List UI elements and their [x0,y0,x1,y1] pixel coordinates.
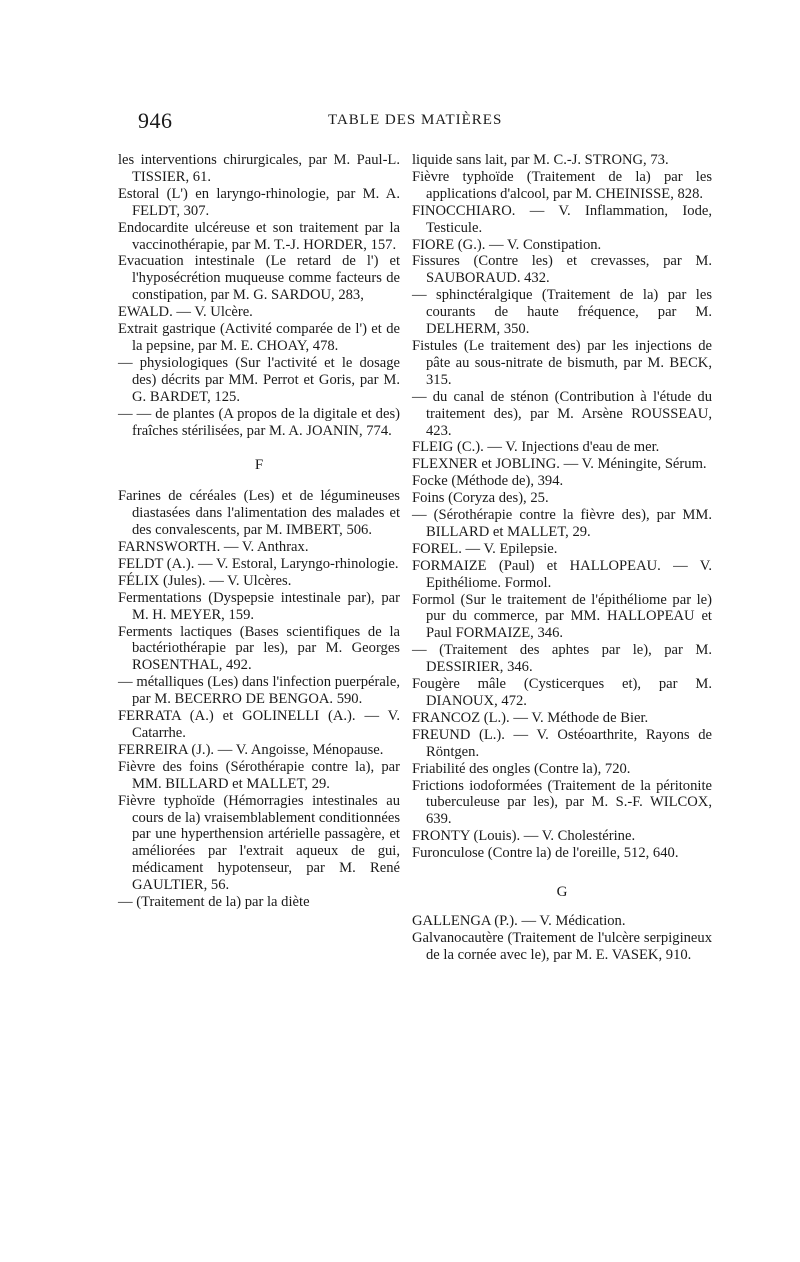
index-entry: Fièvre des foins (Sérothérapie contre la), par MM. BILLARD et MALLET, 29. [118,758,400,792]
index-entry: FELDT (A.). — V. Estoral, Laryngo-rhinologie. [118,555,399,572]
index-entry: — physiologiques (Sur l'activité et le dosage des) décrits par MM. Perrot et Goris, par M. G. BARDET, 125. [118,354,400,405]
index-entry: Fièvre typhoïde (Traitement de la) par les applications d'alcool, par M. CHEINISSE, 828. [412,168,712,202]
index-entry: FIORE (G.). — V. Constipation. [412,236,602,253]
page-number: 946 [138,108,173,133]
index-entry: — (Traitement de la) par la diète [118,894,310,911]
index-entries-e [118,152,400,439]
index-entry: Extrait gastrique (Activité comparée de l') et de la pepsine, par M. E. CHOAY, 478. [118,321,400,354]
index-entry: GALLENGA (P.). — V. Médication. [412,912,626,929]
index-entry: — du canal de sténon (Contribution à l'étude du traitement des), par M. Arsène ROUSSEAU, 423. [412,388,712,439]
index-entry: — (Sérothérapie contre la fièvre des), par MM. BILLARD et MALLET, 29. [412,507,712,540]
index-entry: Fougère mâle (Cysticerques et), par M. DIANOUX, 472. [412,676,712,709]
index-entry: Focke (Méthode de), 394. [412,473,564,490]
index-entry: Fermentations (Dyspepsie intestinale par), par M. H. MEYER, 159. [118,589,400,623]
index-entry: FERREIRA (J.). — V. Angoisse, Ménopause. [118,741,384,758]
index-entry: — sphinctéralgique (Traitement de la) par les courants de haute fréquence, par M. DELHERM, 350. [412,287,712,338]
index-entry: FREUND (L.). — V. Ostéoarthrite, Rayons de Röntgen. [412,726,712,760]
index-entry: FARNSWORTH. — V. Anthrax. [118,539,309,556]
index-entry: — (Traitement des aphtes par le), par M. DESSIRIER, 346. [412,642,712,676]
running-head: TABLE DES MATIÈRES [328,112,503,128]
index-entries-f-continued [412,152,712,862]
index-entry: FINOCCHIARO. — V. Inflammation, Iode, Testicule. [412,202,712,236]
index-entry: EWALD. — V. Ulcère. [118,304,253,321]
index-entry: FLEIG (C.). — V. Injections d'eau de mer. [412,439,660,456]
index-entry: FRANCOZ (L.). — V. Méthode de Bier. [412,709,649,726]
section-letter-g: G [556,884,568,901]
index-entry: liquide sans lait, par M. C.-J. STRONG, 73. [412,152,669,168]
index-entry: Fièvre typhoïde (Hémorragies intestinales au cours de la) vraisemblablement conditionnées par une hyperthension artérielle passagère, et améliorées par l'extrait aqueux de gui, médicament hypotenseur, par M. René GAULTIER, 56. [118,792,400,894]
index-entry: Furonculose (Contre la) de l'oreille, 512, 640. [412,845,679,862]
index-entry: — métalliques (Les) dans l'infection puerpérale, par M. BECERRO DE BENGOA. 590. [118,674,400,708]
index-entry: Friabilité des ongles (Contre la), 720. [412,760,631,777]
index-entry: Ferments lactiques (Bases scientifiques de la bactériothérapie par les), par M. Georges ROSENTHAL, 492. [118,623,400,674]
index-entry: FERRATA (A.) et GOLINELLI (A.). — V. Catarrhe. [118,708,400,741]
left-column [118,152,400,911]
right-column [412,152,712,964]
index-entries-f [118,488,400,911]
index-entry: Fissures (Contre les) et crevasses, par M. SAUBORAUD. 432. [412,253,712,287]
page-header [138,108,698,144]
index-entry: Formol (Sur le traitement de l'épithéliome par le) pur du commerce, par MM. HALLOPEAU et Paul FORMAIZE, 346. [412,591,712,642]
index-entry: FLEXNER et JOBLING. — V. Méningite, Sérum. [412,456,707,473]
index-entry: — — de plantes (A propos de la digitale et des) fraîches stérilisées, par M. A. JOANIN, 774. [118,405,400,439]
index-entries-g [412,913,712,964]
index-entry: Endocardite ulcéreuse et son traitement par la vaccinothérapie, par M. T.-J. HORDER, 157. [118,219,400,253]
index-entry: Farines de céréales (Les) et de légumineuses diastasées dans l'alimentation des malades et des convalescents, par M. IMBERT, 506. [118,488,400,539]
index-entry: Foins (Coryza des), 25. [412,490,549,507]
index-entry: Frictions iodoformées (Traitement de la péritonite tuberculeuse par les), par M. S.-F. WILCOX, 639. [412,777,712,828]
index-entry: FÉLIX (Jules). — V. Ulcères. [118,572,292,589]
section-letter-f: F [254,457,264,474]
index-entry: Fistules (Le traitement des) par les injections de pâte au sous-nitrate de bismuth, par M. BECK, 315. [412,337,712,388]
index-entry: les interventions chirurgicales, par M. Paul-L. TISSIER, 61. [118,152,400,185]
index-entry: Evacuation intestinale (Le retard de l') et l'hyposécrétion muqueuse comme facteurs de constipation, par M. G. SARDOU, 283, [118,253,400,304]
index-entry: FRONTY (Louis). — V. Cholestérine. [412,828,636,845]
index-entry: FORMAIZE (Paul) et HALLOPEAU. — V. Epithéliome. Formol. [412,557,712,591]
index-entry: Estoral (L') en laryngo-rhinologie, par M. A. FELDT, 307. [118,185,400,219]
index-entry: Galvanocautère (Traitement de l'ulcère serpigineux de la cornée avec le), par M. E. VASEK, 910. [412,929,712,963]
index-entry: FOREL. — V. Epilepsie. [412,540,558,557]
